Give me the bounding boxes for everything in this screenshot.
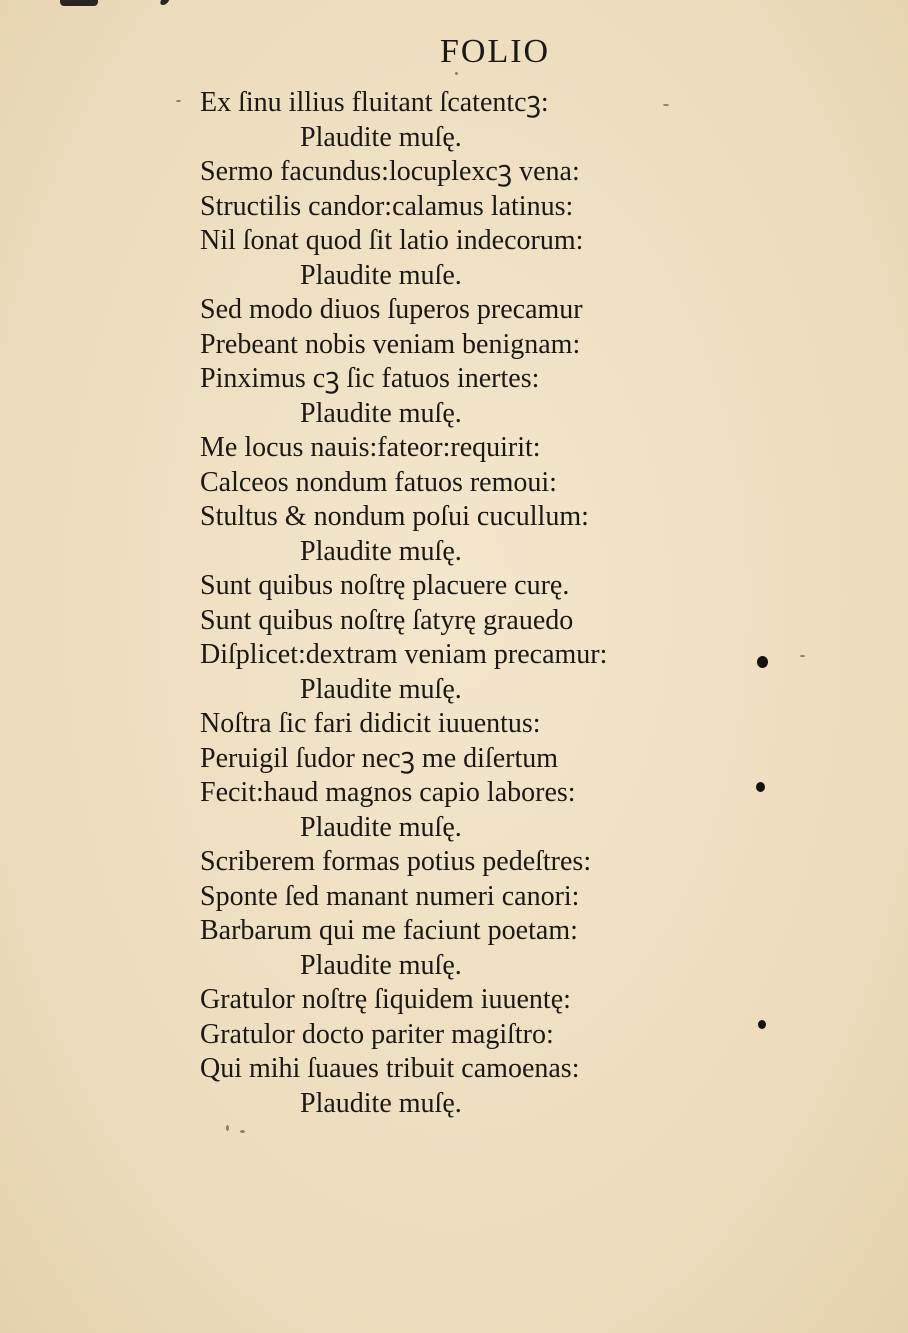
verse-line: Nil ſonat quod ſit latio indecorum: — [200, 225, 584, 256]
refrain-line: Plaudite muſę. — [300, 811, 462, 843]
ink-dot — [758, 1020, 766, 1029]
verse-line: Scriberem formas potius pedeſtres: — [200, 846, 592, 877]
paper-speck — [663, 104, 669, 106]
verse-line: Pinximus cꝫ ſic fatuos inertes: — [200, 363, 540, 394]
verse-line: Diſplicet:dextram veniam precamur: — [200, 639, 608, 670]
verse-line: Sermo facundus:locuplexcꝫ vena: — [200, 156, 580, 187]
refrain-line: Plaudite muſę. — [300, 1087, 462, 1119]
verse-line: Sunt quibus noſtrę ſatyrę grauedo — [200, 604, 574, 636]
page-edge-mark — [159, 0, 169, 5]
paper-speck — [455, 72, 458, 75]
verse-line: Peruigil ſudor necꝫ me diſertum — [200, 742, 559, 774]
verse-line: Ex ſinu illius fluitant ſcatentcꝫ: — [200, 87, 549, 118]
verse-line: Prebeant nobis veniam benignam: — [200, 328, 581, 360]
paper-speck — [240, 1130, 245, 1133]
ink-dot — [756, 782, 765, 792]
paper-speck — [226, 1125, 229, 1131]
refrain-line: Plaudite muſe. — [300, 259, 462, 291]
refrain-line: Plaudite muſę. — [300, 121, 462, 153]
refrain-line: Plaudite muſę. — [300, 673, 462, 705]
refrain-line: Plaudite muſę. — [300, 535, 462, 567]
verse-line: Noſtra ſic fari didicit iuuentus: — [200, 708, 541, 739]
verse-line: Stultus & nondum poſui cucullum: — [200, 501, 589, 532]
refrain-line: Plaudite muſę. — [300, 397, 462, 429]
paper-speck — [176, 100, 181, 102]
verse-line: Gratulor docto pariter magiſtro: — [200, 1018, 554, 1050]
verse-line: Sed modo diuos ſuperos precamur — [200, 294, 583, 325]
page-edge-mark — [60, 0, 98, 6]
verse-line: Fecit:haud magnos capio labores: — [200, 777, 576, 808]
verse-line: Structilis candor:calamus latinus: — [200, 190, 574, 222]
verse-line: Gratulor noſtrę ſiquidem iuuentę: — [200, 984, 571, 1015]
verse-line: Sponte ſed manant numeri canori: — [200, 880, 580, 912]
ink-dot — [757, 656, 768, 668]
folio-header: FOLIO — [440, 33, 551, 70]
paper-speck — [800, 655, 805, 657]
verse-line: Qui mihi ſuaues tribuit camoenas: — [200, 1053, 580, 1084]
verse-line: Me locus nauis:fateor:requirit: — [200, 432, 541, 463]
verse-line: Calceos nondum fatuos remoui: — [200, 466, 557, 498]
verse-line: Barbarum qui me faciunt poetam: — [200, 915, 578, 946]
verse-line: Sunt quibus noſtrę placuere curę. — [200, 570, 570, 601]
refrain-line: Plaudite muſę. — [300, 949, 462, 981]
verse-block — [200, 86, 760, 1121]
